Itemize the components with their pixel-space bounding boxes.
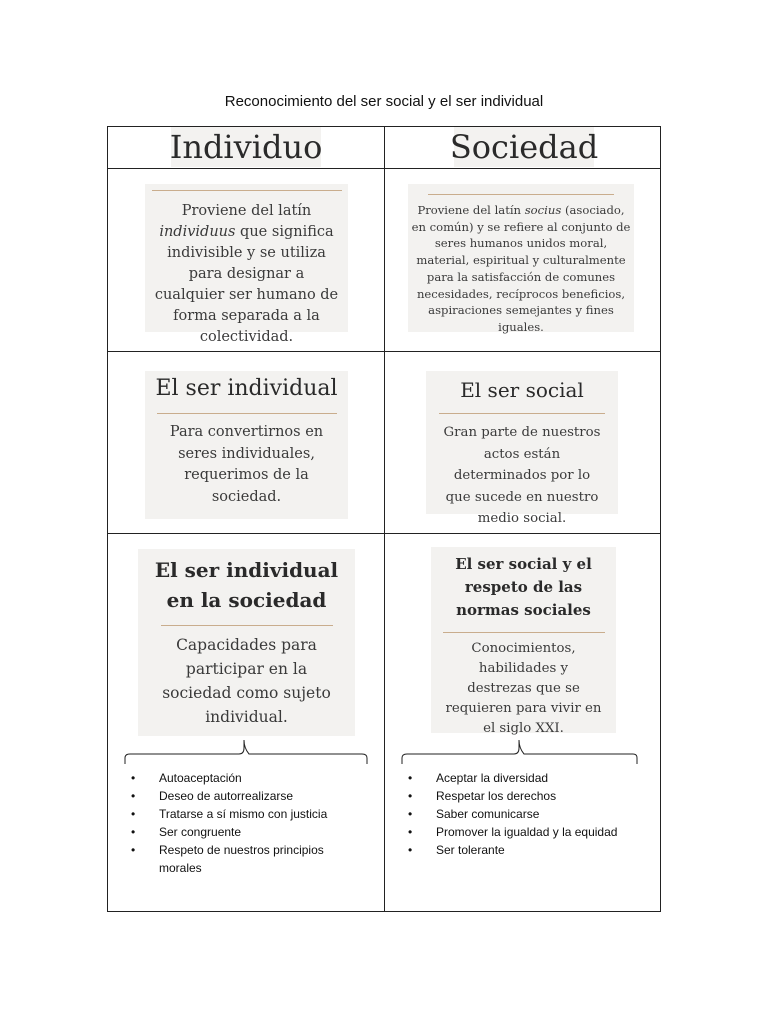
definition-sociedad-card <box>408 184 634 332</box>
ser-individual-sociedad-card <box>138 549 355 736</box>
definition-sociedad-text: Proviene del latín socius (asociado, en común) y se refiere al conjunto de seres humanos unidos moral, material, espiritual y culturalmente para la satisfacción de comunes necesidades, recíprocos beneficios, aspiraciones semejantes y fines iguales. <box>411 203 631 334</box>
ser-individual-sociedad-text: Capacidades para participar en la sociedad como sujeto individual. <box>162 636 331 726</box>
list-item: • Aceptar la diversidad <box>406 769 656 787</box>
right-brace-icon <box>401 739 639 765</box>
ser-social-normas-text: Conocimientos, habilidades y destrezas que se requieren para vivir en el siglo XXI. <box>445 641 602 736</box>
list-item: • Respeto de nuestros principios morales <box>129 841 369 877</box>
list-item: • Respetar los derechos <box>406 787 656 805</box>
social-bullet-list <box>406 769 656 859</box>
row-divider-header <box>108 168 660 169</box>
row-divider-2 <box>108 533 660 534</box>
list-item: • Promover la igualdad y la equidad <box>406 823 656 841</box>
list-item: • Deseo de autorrealizarse <box>129 787 369 805</box>
ser-individual-sociedad-heading: El ser individual en la sociedad <box>154 558 339 612</box>
list-item: • Ser tolerante <box>406 841 656 859</box>
header-individuo <box>171 127 321 167</box>
ser-social-text: Gran parte de nuestros actos están determinados por lo que sucede en nuestro medio social. <box>443 425 601 526</box>
comparison-table <box>107 126 661 912</box>
definition-individuo-card <box>145 184 348 345</box>
page-title: Reconocimiento del ser social y el ser individual <box>224 93 544 110</box>
definition-individuo-text: Proviene del latín individuus que significa indivisible y se utiliza para designar a cualquier ser humano de forma separada a la colectividad. <box>154 203 339 345</box>
ser-social-card <box>426 371 618 526</box>
list-item: • Ser congruente <box>129 823 369 841</box>
header-individuo-label: Individuo <box>169 128 323 166</box>
list-item: • Tratarse a sí mismo con justicia <box>129 805 369 823</box>
header-sociedad <box>449 127 599 167</box>
column-divider <box>384 127 385 911</box>
ser-social-heading: El ser social <box>460 378 584 402</box>
ser-social-normas-heading: El ser social y el respeto de las normas sociales <box>455 555 592 619</box>
individual-bullet-list <box>129 769 369 877</box>
list-item: • Saber comunicarse <box>406 805 656 823</box>
ser-individual-heading: El ser individual <box>155 376 338 401</box>
header-sociedad-label: Sociedad <box>449 128 599 166</box>
ser-individual-card <box>145 371 348 519</box>
row-divider-1 <box>108 351 660 352</box>
ser-individual-text: Para convertirnos en seres individuales, requerimos de la sociedad. <box>169 424 324 505</box>
ser-social-normas-card <box>431 547 616 736</box>
list-item: • Autoaceptación <box>129 769 369 787</box>
left-brace-icon <box>124 739 369 765</box>
